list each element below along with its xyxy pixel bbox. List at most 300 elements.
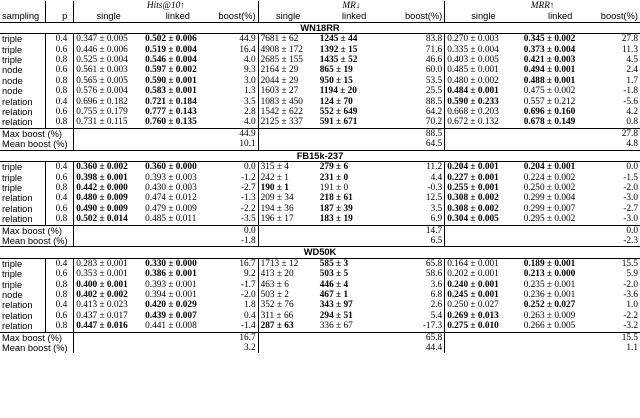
mrr-linked-cell: 0.204 ± 0.001 (522, 162, 599, 173)
p-cell: 0.4 (46, 34, 74, 45)
mrr-single-cell: 0.255 ± 0.001 (447, 182, 499, 193)
summary-spacer (258, 343, 390, 353)
mrr-single-cell: 0.250 ± 0.027 (447, 300, 499, 311)
mrr-boost-cell: -3.0 (623, 193, 638, 204)
table-row (0, 183, 640, 193)
mr-boost-cell: 12.5 (390, 193, 444, 203)
mrr-boost-cell: -1.5 (623, 172, 638, 183)
p-cell: 0.4 (46, 162, 74, 173)
mr-boost-cell: 60.0 (390, 65, 444, 75)
mrr-single-cell: 0.672 ± 0.132 (447, 117, 499, 128)
mr-linked-cell: 1435 ± 52 (319, 55, 358, 66)
hits-linked-cell: 0.760 ± 0.135 (145, 117, 197, 128)
col-boost: boost(%) (390, 11, 444, 22)
mr-boost-cell: -0.3 (390, 183, 444, 193)
hits-single-cell: 0.480 ± 0.009 (76, 193, 128, 204)
hits-single-cell: 0.347 ± 0.005 (74, 34, 143, 45)
summary-label: Mean boost (%) (0, 139, 74, 150)
sampling-cell: relation (0, 214, 46, 225)
hits-linked-cell: 0.386 ± 0.001 (145, 269, 197, 280)
mrr-linked-cell: 0.494 ± 0.001 (523, 65, 576, 76)
summary-spacer (258, 225, 390, 236)
mrr-linked-cell: 0.266 ± 0.005 (523, 321, 576, 332)
sampling-cell: triple (0, 45, 46, 55)
summary-value: 65.8 (390, 332, 444, 343)
metric-header-row (0, 1, 640, 11)
sampling-cell: relation (0, 321, 46, 332)
mr-boost-cell: -17.3 (390, 321, 444, 332)
hits-linked-cell: 0.583 ± 0.001 (145, 86, 197, 97)
summary-spacer (258, 139, 390, 150)
mrr-single-cell: 0.480 ± 0.002 (447, 75, 499, 86)
hits-boost-cell: 9.3 (213, 65, 259, 75)
mrr-linked-cell: 0.345 ± 0.002 (522, 34, 599, 45)
mrr-single-cell: 0.202 ± 0.001 (447, 269, 499, 280)
mr-boost-cell: 65.8 (390, 258, 444, 269)
col-linked: linked (165, 11, 190, 22)
mr-single-cell: 311 ± 66 (260, 310, 294, 321)
mr-single-cell: 4908 ± 172 (260, 44, 303, 55)
summary-label: Max boost (%) (0, 128, 74, 139)
mrr-linked-cell: 0.475 ± 0.002 (523, 86, 576, 97)
hits-linked-cell: 0.546 ± 0.004 (145, 55, 197, 66)
summary-value: 14.7 (390, 225, 444, 236)
mr-boost-cell: 58.6 (390, 269, 444, 279)
section-title-row (0, 150, 640, 161)
mr-boost-cell: 88.5 (390, 97, 444, 107)
summary-value: 64.5 (390, 139, 444, 150)
sampling-cell: relation (0, 97, 46, 107)
table-row (0, 321, 640, 332)
mrr-single-cell: 0.590 ± 0.233 (447, 96, 499, 107)
mr-single-cell: 2125 ± 337 (260, 117, 303, 128)
mrr-linked-cell: 0.295 ± 0.002 (523, 214, 576, 225)
p-cell: 0.8 (46, 214, 74, 225)
col-boost: boost(%) (600, 11, 638, 22)
p-cell: 0.8 (46, 183, 74, 193)
p-cell: 0.6 (46, 173, 74, 183)
summary-value: 27.8 (599, 128, 640, 139)
table-row (0, 258, 640, 269)
sampling-cell: triple (0, 269, 46, 279)
mrr-single-cell: 0.304 ± 0.005 (447, 214, 499, 225)
sampling-cell: relation (0, 311, 46, 321)
mr-linked-cell: 343 ± 97 (319, 300, 353, 311)
hits-boost-cell: -1.7 (213, 280, 259, 290)
mrr-single-cell: 0.245 ± 0.001 (447, 289, 499, 300)
mr-linked-cell: 183 ± 19 (319, 214, 353, 225)
mrr-single-cell: 0.275 ± 0.010 (447, 321, 499, 332)
sampling-cell: relation (0, 193, 46, 203)
mrr-boost-cell: 1.7 (626, 75, 638, 86)
mrr-linked-cell: 0.373 ± 0.004 (523, 44, 576, 55)
summary-row (0, 236, 640, 247)
hits-single-cell: 0.413 ± 0.023 (76, 300, 128, 311)
summary-label: Mean boost (%) (0, 343, 74, 353)
mrr-single-cell: 0.269 ± 0.013 (447, 310, 499, 321)
hits-single-cell: 0.442 ± 0.000 (76, 182, 128, 193)
table-row (0, 107, 640, 117)
p-cell: 0.6 (46, 269, 74, 279)
mrr-linked-cell: 0.263 ± 0.009 (523, 310, 576, 321)
mr-boost-cell: 3.5 (390, 204, 444, 214)
summary-spacer (74, 225, 213, 236)
hits-linked-cell: 0.441 ± 0.008 (145, 321, 197, 332)
hits-single-cell: 0.565 ± 0.005 (76, 75, 128, 86)
summary-row (0, 128, 640, 139)
mr-single-cell: 2044 ± 29 (260, 75, 299, 86)
table-row (0, 65, 640, 75)
sampling-cell: triple (0, 183, 46, 193)
mr-boost-cell: 53.5 (390, 76, 444, 86)
results-table (0, 1, 640, 353)
sampling-cell: triple (0, 173, 46, 183)
summary-value: 16.7 (213, 332, 259, 343)
table-row (0, 86, 640, 96)
mr-single-cell: 315 ± 4 (258, 162, 318, 173)
sampling-cell: relation (0, 117, 46, 128)
metric-mrr: MRR↑ (530, 1, 555, 11)
summary-label: Max boost (%) (0, 225, 74, 236)
mrr-linked-cell: 0.213 ± 0.000 (523, 269, 576, 280)
p-cell: 0.4 (46, 258, 74, 269)
summary-spacer (258, 332, 390, 343)
summary-spacer (258, 128, 390, 139)
mr-boost-cell: 25.5 (390, 86, 444, 96)
hits-linked-cell: 0.393 ± 0.003 (145, 172, 197, 183)
mr-boost-cell: 70.2 (390, 117, 444, 128)
mr-single-cell: 190 ± 1 (260, 182, 289, 193)
summary-row (0, 332, 640, 343)
summary-value: 0.0 (599, 225, 640, 236)
hits-linked-cell: 0.474 ± 0.012 (145, 193, 197, 204)
mr-single-cell: 1542 ± 622 (260, 107, 303, 118)
p-cell: 0.6 (46, 45, 74, 55)
mr-single-cell: 2164 ± 29 (260, 65, 299, 76)
mrr-linked-cell: 0.224 ± 0.002 (523, 172, 576, 183)
summary-spacer (445, 343, 599, 353)
mr-linked-cell: 218 ± 61 (319, 193, 353, 204)
summary-row (0, 225, 640, 236)
col-linked: linked (341, 11, 367, 22)
hits-single-cell: 0.447 ± 0.016 (76, 321, 128, 332)
mrr-linked-cell: 0.250 ± 0.002 (523, 182, 576, 193)
table-row (0, 45, 640, 55)
table-row (0, 311, 640, 321)
hits-boost-cell: 44.9 (213, 34, 259, 45)
summary-value: 44.9 (213, 128, 259, 139)
table-row (0, 214, 640, 225)
summary-spacer (445, 128, 599, 139)
sampling-cell: triple (0, 55, 46, 65)
mr-boost-cell: 46.6 (390, 55, 444, 65)
section-title: FB15k-237 (0, 150, 640, 161)
mrr-boost-cell: -5.6 (623, 96, 638, 107)
mrr-single-cell: 0.403 ± 0.005 (447, 55, 499, 66)
mrr-boost-cell: 2.4 (626, 65, 638, 76)
table-row (0, 55, 640, 65)
p-cell: 0.4 (46, 97, 74, 107)
mr-single-cell: 1713 ± 12 (258, 258, 318, 269)
mrr-boost-cell: -2.2 (623, 310, 638, 321)
mr-linked-cell: 503 ± 5 (319, 269, 349, 280)
mr-linked-cell: 552 ± 649 (319, 107, 358, 118)
mrr-single-cell: 0.270 ± 0.003 (445, 34, 522, 45)
p-cell: 0.8 (46, 117, 74, 128)
hits-single-cell: 0.731 ± 0.115 (76, 117, 128, 128)
sampling-cell: node (0, 86, 46, 96)
summary-value: 0.0 (213, 225, 259, 236)
hits-boost-cell: 2.8 (213, 107, 259, 117)
mr-linked-cell: 336 ± 67 (319, 321, 353, 332)
mr-single-cell: 1083 ± 450 (260, 96, 303, 107)
sampling-cell: node (0, 290, 46, 300)
summary-row (0, 139, 640, 150)
hits-linked-cell: 0.420 ± 0.029 (145, 300, 197, 311)
mrr-linked-cell: 0.189 ± 0.001 (522, 258, 599, 269)
mr-single-cell: 1603 ± 27 (260, 86, 299, 97)
mr-single-cell: 503 ± 2 (260, 289, 289, 300)
hits-boost-cell: 9.2 (213, 269, 259, 279)
column-header-row (0, 11, 640, 22)
mrr-linked-cell: 0.299 ± 0.004 (523, 193, 576, 204)
hits-boost-cell: 1.8 (213, 300, 259, 310)
hits-linked-cell: 0.393 ± 0.001 (145, 279, 197, 290)
hits-single-cell: 0.525 ± 0.004 (76, 55, 128, 66)
mr-boost-cell: 11.2 (390, 162, 444, 173)
table-row (0, 117, 640, 128)
hits-linked-cell: 0.479 ± 0.009 (145, 203, 197, 214)
section-title-row (0, 247, 640, 258)
mr-boost-cell: 71.6 (390, 45, 444, 55)
mrr-boost-cell: 4.5 (626, 55, 638, 66)
mr-linked-cell: 950 ± 15 (319, 75, 353, 86)
mrr-single-cell: 0.335 ± 0.004 (447, 44, 499, 55)
mr-linked-cell: 124 ± 70 (319, 96, 353, 107)
section-title: WN18RR (0, 22, 640, 33)
p-cell: 0.8 (46, 86, 74, 96)
mrr-boost-cell: -3.6 (623, 289, 638, 300)
hits-boost-cell: 0.4 (213, 311, 259, 321)
mr-single-cell: 463 ± 6 (260, 279, 289, 290)
mr-linked-cell: 294 ± 51 (319, 310, 353, 321)
mrr-single-cell: 0.485 ± 0.001 (447, 65, 499, 76)
mrr-linked-cell: 0.678 ± 0.149 (523, 117, 576, 128)
hits-single-cell: 0.437 ± 0.017 (76, 310, 128, 321)
mrr-single-cell: 0.484 ± 0.001 (447, 86, 499, 97)
mrr-boost-cell: 11.3 (622, 44, 638, 55)
hits-linked-cell: 0.777 ± 0.143 (145, 107, 197, 118)
hits-single-cell: 0.400 ± 0.001 (76, 279, 128, 290)
mr-linked-cell: 187 ± 39 (319, 203, 353, 214)
mr-linked-cell: 585 ± 3 (318, 258, 391, 269)
hits-boost-cell: -2.0 (213, 290, 259, 300)
hits-single-cell: 0.360 ± 0.002 (74, 162, 143, 173)
mrr-boost-cell: 0.8 (626, 117, 638, 128)
hits-linked-cell: 0.485 ± 0.011 (145, 214, 197, 225)
summary-row (0, 343, 640, 353)
mr-linked-cell: 231 ± 0 (319, 172, 349, 183)
summary-spacer (74, 128, 213, 139)
mr-single-cell: 413 ± 20 (260, 269, 294, 280)
mr-single-cell: 209 ± 34 (260, 193, 294, 204)
hits-linked-cell: 0.330 ± 0.000 (143, 258, 212, 269)
mrr-boost-cell: 1.0 (626, 300, 638, 311)
hits-boost-cell: 1.3 (213, 86, 259, 96)
sampling-cell: triple (0, 162, 46, 173)
summary-value: 88.5 (390, 128, 444, 139)
mr-boost-cell: 6.9 (390, 214, 444, 225)
sampling-cell: triple (0, 34, 46, 45)
p-cell: 0.8 (46, 55, 74, 65)
table-row (0, 300, 640, 310)
table-row (0, 290, 640, 300)
sampling-cell: triple (0, 280, 46, 290)
hits-boost-cell: -2.7 (213, 183, 259, 193)
mr-boost-cell: 2.6 (390, 300, 444, 310)
table-row (0, 280, 640, 290)
hits-linked-cell: 0.590 ± 0.001 (145, 75, 197, 86)
hits-linked-cell: 0.597 ± 0.002 (145, 65, 197, 76)
hits-single-cell: 0.561 ± 0.003 (76, 65, 128, 76)
hits-linked-cell: 0.439 ± 0.007 (145, 310, 197, 321)
mrr-boost-cell: 27.8 (599, 34, 640, 45)
summary-spacer (445, 225, 599, 236)
hits-boost-cell: -1.2 (213, 173, 259, 183)
mr-linked-cell: 1194 ± 20 (319, 86, 357, 97)
mr-linked-cell: 191 ± 0 (319, 182, 349, 193)
p-cell: 0.8 (46, 321, 74, 332)
sampling-cell: relation (0, 204, 46, 214)
mrr-linked-cell: 0.235 ± 0.001 (523, 279, 576, 290)
hits-boost-cell: 0.0 (213, 162, 259, 173)
col-single: single (276, 11, 301, 22)
hits-boost-cell: 16.7 (213, 258, 259, 269)
mr-single-cell: 7681 ± 62 (258, 34, 318, 45)
p-cell: 0.8 (46, 76, 74, 86)
mr-linked-cell: 1392 ± 15 (319, 44, 358, 55)
summary-spacer (445, 236, 599, 247)
mrr-linked-cell: 0.299 ± 0.007 (523, 203, 576, 214)
summary-spacer (74, 343, 213, 353)
mrr-linked-cell: 0.421 ± 0.003 (523, 55, 576, 66)
hits-single-cell: 0.502 ± 0.014 (76, 214, 128, 225)
mrr-boost-cell: -1.8 (623, 86, 638, 97)
mr-linked-cell: 1245 ± 44 (318, 34, 391, 45)
hits-single-cell: 0.490 ± 0.009 (76, 203, 128, 214)
table-row (0, 193, 640, 203)
metric-mr: MR↓ (258, 1, 445, 11)
sampling-cell: node (0, 76, 46, 86)
col-p: p (46, 11, 74, 22)
summary-value: 3.2 (213, 343, 259, 353)
table-row (0, 173, 640, 183)
hits-single-cell: 0.696 ± 0.182 (76, 96, 128, 107)
mrr-boost-cell: 5.9 (626, 269, 638, 280)
hits-single-cell: 0.398 ± 0.001 (76, 172, 128, 183)
mrr-boost-cell: -2.0 (623, 182, 638, 193)
mrr-single-cell: 0.668 ± 0.203 (447, 107, 499, 118)
mrr-boost-cell: 0.0 (599, 162, 640, 173)
mr-boost-cell: 83.8 (390, 34, 444, 45)
hits-single-cell: 0.353 ± 0.001 (76, 269, 128, 280)
section-title-row (0, 22, 640, 33)
summary-value: -1.8 (213, 236, 259, 247)
mrr-boost-cell: -3.2 (623, 321, 638, 332)
hits-boost-cell: -1.4 (213, 321, 259, 332)
p-cell: 0.8 (46, 290, 74, 300)
mrr-single-cell: 0.240 ± 0.001 (447, 279, 499, 290)
summary-spacer (445, 332, 599, 343)
mrr-boost-cell: 4.2 (626, 107, 638, 118)
metric-hits10: Hits@10↑ (74, 1, 258, 11)
hits-boost-cell: 3.0 (213, 76, 259, 86)
mr-single-cell: 194 ± 36 (260, 203, 294, 214)
mr-linked-cell: 467 ± 1 (319, 289, 349, 300)
summary-value: 1.1 (626, 343, 638, 353)
hits-boost-cell: 3.5 (213, 97, 259, 107)
mrr-linked-cell: 0.488 ± 0.001 (523, 75, 576, 86)
table-row (0, 204, 640, 214)
table-row (0, 162, 640, 173)
hits-linked-cell: 0.502 ± 0.006 (143, 34, 212, 45)
table-row (0, 269, 640, 279)
table-row (0, 97, 640, 107)
hits-linked-cell: 0.394 ± 0.001 (145, 289, 197, 300)
p-cell: 0.4 (46, 300, 74, 310)
mrr-single-cell: 0.204 ± 0.001 (445, 162, 522, 173)
mr-boost-cell: 4.4 (390, 173, 444, 183)
p-cell: 0.4 (46, 193, 74, 203)
summary-label: Mean boost (%) (0, 236, 74, 247)
mrr-boost-cell: -2.0 (623, 279, 638, 290)
sampling-cell: relation (0, 300, 46, 310)
summary-value: 10.1 (213, 139, 259, 150)
hits-linked-cell: 0.430 ± 0.003 (145, 182, 197, 193)
hits-boost-cell: 16.4 (213, 45, 259, 55)
col-single: single (471, 11, 496, 22)
hits-single-cell: 0.402 ± 0.002 (76, 289, 128, 300)
summary-spacer (74, 332, 213, 343)
mrr-linked-cell: 0.252 ± 0.027 (523, 300, 576, 311)
table-row (0, 76, 640, 86)
mrr-boost-cell: -2.7 (623, 203, 638, 214)
hits-single-cell: 0.576 ± 0.004 (76, 86, 128, 97)
hits-boost-cell: -3.5 (213, 214, 259, 225)
summary-label: Max boost (%) (0, 332, 74, 343)
hits-linked-cell: 0.519 ± 0.004 (145, 44, 197, 55)
hits-single-cell: 0.283 ± 0.001 (74, 258, 143, 269)
mrr-boost-cell: -3.0 (623, 214, 638, 225)
mr-single-cell: 287 ± 63 (260, 321, 294, 332)
summary-spacer (74, 236, 213, 247)
p-cell: 0.8 (46, 280, 74, 290)
col-single: single (96, 11, 121, 22)
summary-spacer (74, 139, 213, 150)
mrr-linked-cell: 0.557 ± 0.212 (523, 96, 576, 107)
hits-boost-cell: -2.2 (213, 204, 259, 214)
sampling-cell: relation (0, 107, 46, 117)
sampling-cell: triple (0, 258, 46, 269)
section-title: WD50K (0, 247, 640, 258)
hits-boost-cell: 4.0 (213, 55, 259, 65)
hits-linked-cell: 0.360 ± 0.000 (143, 162, 212, 173)
mrr-single-cell: 0.308 ± 0.002 (447, 203, 499, 214)
mr-linked-cell: 446 ± 4 (319, 279, 349, 290)
p-cell: 0.6 (46, 107, 74, 117)
col-linked: linked (548, 11, 573, 22)
mr-linked-cell: 865 ± 19 (319, 65, 353, 76)
